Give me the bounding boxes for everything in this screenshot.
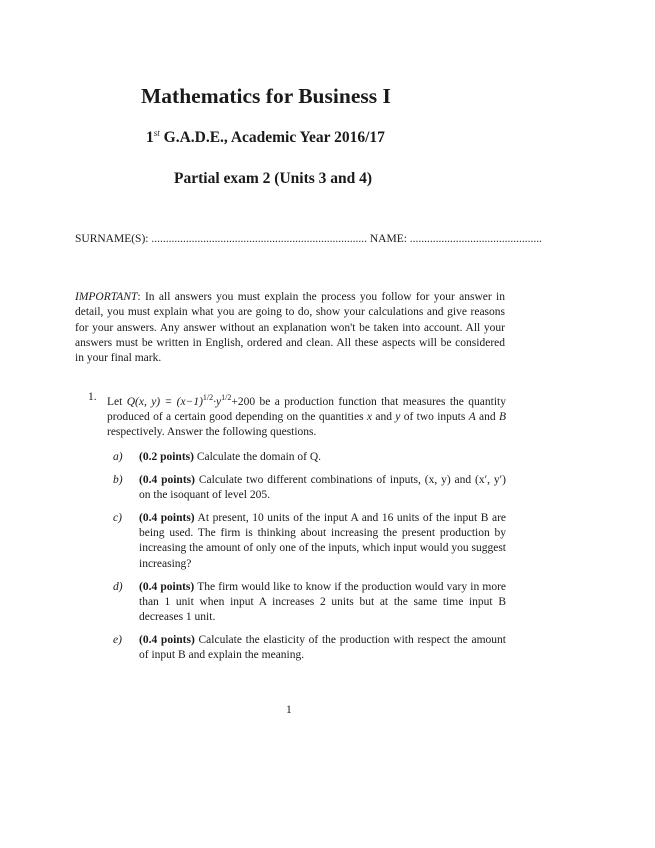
sub-question (113, 450, 506, 465)
sub-question-text: Calculate the elasticity of the production with respect the amount of input B and explain the meaning. (139, 633, 506, 662)
input-a: A (468, 411, 476, 424)
important-text: : In all answers you must explain the process you follow for your answer in detail, you must explain what you are going to do, show your calculations and give reasons for your answers. Any answer without an explanation won't be taken into account. All your answers must be written in English, ordered and clean. All these aspects will be considered in your final mark. (75, 291, 505, 365)
intro-text: and (372, 411, 396, 424)
surname-label: SURNAME(S): (75, 233, 149, 245)
question-1 (88, 390, 506, 441)
sub-question-text: The firm would like to know if the production would vary in more than 1 unit when input A increases 2 units but at the same time input B decreases 1 unit. (139, 580, 507, 624)
intro-text: Let (107, 395, 127, 408)
page-title: Mathematics for Business I (141, 84, 391, 108)
intro-text: of two inputs (400, 411, 469, 424)
exam-title: Partial exam 2 (Units 3 and 4) (174, 170, 373, 187)
variable-x: x (366, 411, 373, 424)
course-ordinal: st (153, 128, 160, 138)
points-label: (0.4 points) (139, 580, 195, 593)
sub-question-label: d) (113, 580, 123, 593)
sub-question (113, 473, 506, 504)
name-field[interactable]: .............................................. (409, 233, 543, 245)
variable-y: y (395, 411, 401, 424)
important-lead: IMPORTANT (75, 291, 138, 303)
function-expression: ·y (213, 395, 222, 408)
exponent: 1/2 (202, 393, 214, 402)
sub-question-text: Calculate the domain of Q. (193, 451, 322, 463)
exponent: 1/2 (221, 393, 232, 402)
sub-question-label: e) (113, 633, 122, 646)
sub-question-text: Calculate two different combinations of inputs, (x, y) and (x′, y′) on the isoquant of level 205. (139, 473, 506, 502)
name-fields (75, 233, 542, 245)
page-number: 1 (286, 704, 292, 716)
surname-field[interactable]: ........................................................................... (151, 233, 367, 245)
function-expression: Q(x, y) = (x−1) (126, 395, 203, 408)
course-line (146, 128, 385, 147)
points-label: (0.4 points) (139, 473, 195, 486)
sub-question-label: c) (113, 511, 122, 524)
course-text: G.A.D.E., Academic Year 2016/17 (159, 129, 385, 146)
sub-question-list (113, 450, 506, 671)
points-label: (0.4 points) (139, 511, 195, 524)
input-b: B (499, 411, 507, 424)
sub-question (113, 511, 506, 572)
question-intro (107, 390, 506, 441)
sub-question-text: At present, 10 units of the input A and 16 units of the input B are being used. The firm is thinking about increasing the present production by increasing the amount of only one of the inputs, which input would you suggest increasing? (139, 511, 507, 570)
sub-question (113, 580, 506, 626)
intro-text: and (475, 411, 499, 424)
sub-question-label: b) (113, 473, 123, 486)
question-number: 1. (88, 391, 97, 403)
name-label: NAME: (369, 233, 407, 245)
intro-text: be a production function that measures the quantity produced of a certain good depending on the quantities (107, 395, 506, 424)
points-label: (0.2 points) (139, 451, 194, 463)
intro-text: respectively. Answer the following questions. (107, 426, 317, 439)
course-number: 1 (146, 129, 154, 146)
sub-question (113, 633, 506, 664)
function-expression: +200 (231, 395, 256, 408)
points-label: (0.4 points) (139, 633, 195, 646)
instructions-paragraph (75, 290, 505, 366)
sub-question-label: a) (113, 451, 123, 463)
